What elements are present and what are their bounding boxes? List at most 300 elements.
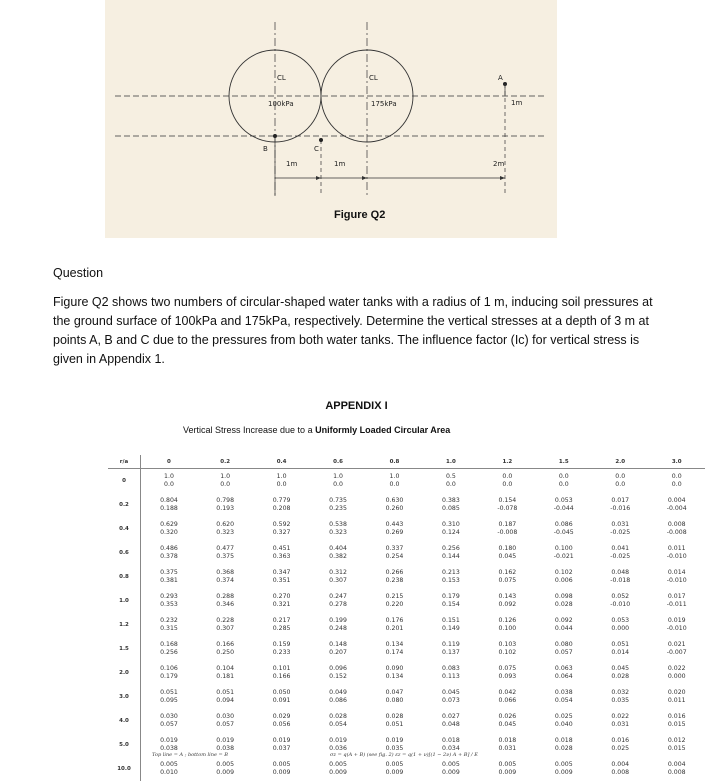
value-a: 0.096: [310, 665, 366, 673]
appendix-subtitle-prefix: Vertical Stress Increase due to a: [183, 425, 315, 435]
value-a: 0.0: [536, 473, 592, 481]
value-b: 0.374: [197, 577, 253, 585]
table-row: [108, 613, 705, 637]
table-cell: [141, 685, 197, 709]
table-cell: [479, 757, 535, 781]
table-cell: [479, 469, 535, 494]
table-cell: [310, 637, 366, 661]
value-b: 0.166: [253, 673, 309, 681]
table-cell: [592, 565, 648, 589]
table-cell: [141, 541, 197, 565]
value-b: 0.254: [366, 553, 422, 561]
value-b: -0.008: [479, 529, 535, 537]
value-a: 1.0: [197, 473, 253, 481]
value-a: 0.134: [366, 641, 422, 649]
value-a: 0.151: [423, 617, 479, 625]
point-c-label: C: [314, 145, 319, 153]
value-b: -0.011: [648, 601, 705, 609]
value-b: 0.009: [366, 769, 422, 777]
value-b: 0.307: [310, 577, 366, 585]
value-b: 0.260: [366, 505, 422, 513]
table-row: [108, 661, 705, 685]
dim-c-label: 1m: [334, 160, 345, 168]
table-cell: [536, 541, 592, 565]
value-a: 0.038: [536, 689, 592, 697]
value-b: 0.235: [310, 505, 366, 513]
value-b: 0.375: [197, 553, 253, 561]
table-cell: [479, 709, 535, 733]
value-b: 0.009: [479, 769, 535, 777]
value-b: 0.045: [479, 721, 535, 729]
table-cell: [592, 709, 648, 733]
table-header-cell: 1.5: [536, 455, 592, 469]
value-a: 0.288: [197, 593, 253, 601]
value-a: 0.052: [592, 593, 648, 601]
value-b: 0.315: [141, 625, 197, 633]
table-cell: [536, 661, 592, 685]
value-a: 0.075: [479, 665, 535, 673]
value-b: 0.201: [366, 625, 422, 633]
table-cell: [366, 517, 422, 541]
table-cell: [310, 565, 366, 589]
table-cell: [592, 493, 648, 517]
table-header-cell: 0.4: [253, 455, 309, 469]
value-b: -0.025: [592, 553, 648, 561]
table-cell: [592, 637, 648, 661]
value-b: 0.000: [648, 673, 705, 681]
value-b: 0.048: [423, 721, 479, 729]
value-a: 0.154: [479, 497, 535, 505]
value-a: 0.018: [536, 737, 592, 745]
value-a: 0.143: [479, 593, 535, 601]
value-b: 0.378: [141, 553, 197, 561]
figure-q2-panel: [105, 0, 557, 238]
value-b: 0.028: [592, 673, 648, 681]
value-a: 1.0: [366, 473, 422, 481]
dim-a-label: 2m: [493, 160, 504, 168]
table-cell: [366, 661, 422, 685]
table-cell: [197, 541, 253, 565]
table-cell: [310, 709, 366, 733]
value-a: 0.050: [253, 689, 309, 697]
row-za-cell: 10.0: [108, 757, 141, 781]
value-b: 0.207: [310, 649, 366, 657]
table-header-ra: r/a: [108, 455, 141, 469]
value-b: 0.220: [366, 601, 422, 609]
value-b: 0.009: [536, 769, 592, 777]
value-b: 0.031: [592, 721, 648, 729]
table-cell: [253, 541, 309, 565]
table-body: [108, 469, 705, 781]
value-a: 0.029: [253, 713, 309, 721]
value-b: 0.323: [197, 529, 253, 537]
value-b: 0.094: [197, 697, 253, 705]
table-cell: [536, 517, 592, 541]
table-cell: [479, 589, 535, 613]
value-b: 0.0: [310, 481, 366, 489]
value-a: 0.019: [648, 617, 705, 625]
value-a: 0.020: [648, 689, 705, 697]
table-cell: [648, 637, 705, 661]
value-b: -0.004: [648, 505, 705, 513]
value-a: 0.215: [366, 593, 422, 601]
table-cell: [479, 541, 535, 565]
value-b: 0.307: [197, 625, 253, 633]
value-a: 0.100: [536, 545, 592, 553]
row-za-cell: 1.2: [108, 613, 141, 637]
table-cell: [197, 589, 253, 613]
value-a: 0.103: [479, 641, 535, 649]
table-cell: [366, 565, 422, 589]
appendix-subtitle-bold: Uniformly Loaded Circular Area: [315, 425, 450, 435]
value-a: 0.004: [592, 761, 648, 769]
footnote-right: σz = q(A + B) (see fig. 2) εz = q(1 + ν)[(1 − 2ν) A + B] / E: [330, 752, 478, 758]
table-cell: [197, 613, 253, 637]
value-b: 0.144: [423, 553, 479, 561]
value-b: 0.0: [536, 481, 592, 489]
table-cell: [366, 493, 422, 517]
table-cell: [592, 661, 648, 685]
value-b: 0.208: [253, 505, 309, 513]
value-a: 0.053: [536, 497, 592, 505]
value-a: 0.080: [536, 641, 592, 649]
value-b: 0.0: [141, 481, 197, 489]
table-cell: [536, 493, 592, 517]
table-cell: [479, 661, 535, 685]
table-cell: [648, 469, 705, 494]
value-b: 0.381: [141, 577, 197, 585]
table-cell: [592, 685, 648, 709]
value-b: 0.073: [423, 697, 479, 705]
table-cell: [423, 541, 479, 565]
value-b: 0.174: [366, 649, 422, 657]
table-cell: [141, 661, 197, 685]
value-a: 0.019: [253, 737, 309, 745]
value-b: 0.154: [423, 601, 479, 609]
value-b: 0.091: [253, 697, 309, 705]
value-a: 0.106: [141, 665, 197, 673]
table-cell: [592, 757, 648, 781]
value-a: 0.199: [310, 617, 366, 625]
value-a: 0.0: [648, 473, 705, 481]
value-b: 0.044: [536, 625, 592, 633]
value-a: 0.383: [423, 497, 479, 505]
value-b: 0.051: [366, 721, 422, 729]
table-cell: [592, 733, 648, 757]
value-a: 0.092: [536, 617, 592, 625]
value-b: -0.021: [536, 553, 592, 561]
value-a: 0.016: [648, 713, 705, 721]
table-cell: [141, 709, 197, 733]
table-cell: [366, 541, 422, 565]
value-b: 0.269: [366, 529, 422, 537]
value-b: -0.010: [648, 625, 705, 633]
footnote-left: Top line = A ; bottom line = B: [152, 752, 228, 758]
value-a: 0.312: [310, 569, 366, 577]
value-a: 0.337: [366, 545, 422, 553]
table-cell: [648, 733, 705, 757]
row-za-cell: 0.4: [108, 517, 141, 541]
value-a: 0.104: [197, 665, 253, 673]
row-za-cell: 0.8: [108, 565, 141, 589]
value-a: 0.5: [423, 473, 479, 481]
table-cell: [423, 517, 479, 541]
value-a: 0.168: [141, 641, 197, 649]
value-b: 0.113: [423, 673, 479, 681]
table-cell: [648, 685, 705, 709]
table-cell: [423, 757, 479, 781]
value-b: 0.057: [141, 721, 197, 729]
table-cell: [310, 493, 366, 517]
cl-right-label: CL: [369, 74, 378, 82]
table-cell: [536, 613, 592, 637]
table-cell: [366, 469, 422, 494]
table-row: [108, 517, 705, 541]
table-cell: [253, 493, 309, 517]
value-b: 0.149: [423, 625, 479, 633]
value-b: 0.134: [366, 673, 422, 681]
table-cell: [141, 637, 197, 661]
table-cell: [536, 685, 592, 709]
table-cell: [592, 613, 648, 637]
row-za-cell: 4.0: [108, 709, 141, 733]
value-a: 1.0: [141, 473, 197, 481]
table-row: [108, 541, 705, 565]
table-cell: [592, 517, 648, 541]
point-b-marker: [273, 134, 277, 138]
value-b: 0.031: [479, 745, 535, 753]
value-b: 0.363: [253, 553, 309, 561]
value-a: 0.804: [141, 497, 197, 505]
table-cell: [479, 565, 535, 589]
table-cell: [648, 613, 705, 637]
value-a: 0.232: [141, 617, 197, 625]
value-a: 0.098: [536, 593, 592, 601]
value-b: 0.015: [648, 745, 705, 753]
value-b: 0.035: [592, 697, 648, 705]
value-a: 0.0: [592, 473, 648, 481]
value-b: 0.015: [648, 721, 705, 729]
table-cell: [592, 541, 648, 565]
table-cell: [536, 589, 592, 613]
value-a: 0.005: [310, 761, 366, 769]
table-cell: [310, 757, 366, 781]
value-b: -0.008: [648, 529, 705, 537]
table-header-cell: 2.0: [592, 455, 648, 469]
value-b: 0.0: [648, 481, 705, 489]
value-a: 0.630: [366, 497, 422, 505]
value-b: 0.248: [310, 625, 366, 633]
value-a: 0.213: [423, 569, 479, 577]
row-za-cell: 1.5: [108, 637, 141, 661]
value-a: 0.159: [253, 641, 309, 649]
table-cell: [253, 685, 309, 709]
value-b: 0.057: [197, 721, 253, 729]
value-b: 0.045: [479, 553, 535, 561]
value-b: 0.010: [141, 769, 197, 777]
value-a: 0.119: [423, 641, 479, 649]
value-b: 0.054: [310, 721, 366, 729]
value-b: 0.285: [253, 625, 309, 633]
table-cell: [423, 493, 479, 517]
value-a: 0.005: [253, 761, 309, 769]
value-a: 0.228: [197, 617, 253, 625]
table-cell: [479, 685, 535, 709]
value-b: 0.008: [592, 769, 648, 777]
dim-b-label: 1m: [286, 160, 297, 168]
value-b: 0.009: [310, 769, 366, 777]
table-cell: [253, 709, 309, 733]
table-cell: [592, 469, 648, 494]
value-b: 0.193: [197, 505, 253, 513]
value-b: 0.0: [197, 481, 253, 489]
value-a: 0.090: [366, 665, 422, 673]
table-cell: [253, 589, 309, 613]
value-a: 0.045: [592, 665, 648, 673]
value-b: -0.025: [592, 529, 648, 537]
table-header-cell: 1.2: [479, 455, 535, 469]
table-row: [108, 565, 705, 589]
value-a: 0.798: [197, 497, 253, 505]
table-cell: [310, 469, 366, 494]
value-b: -0.007: [648, 649, 705, 657]
value-a: 0.005: [366, 761, 422, 769]
value-b: 0.025: [592, 745, 648, 753]
value-a: 0.166: [197, 641, 253, 649]
question-heading: Question: [53, 266, 103, 280]
value-b: 0.321: [253, 601, 309, 609]
value-b: 0.034: [423, 745, 479, 753]
value-b: 0.028: [536, 745, 592, 753]
table-header-cell: 0: [141, 455, 197, 469]
value-a: 0.030: [197, 713, 253, 721]
value-b: 0.008: [648, 769, 705, 777]
value-a: 0.102: [536, 569, 592, 577]
question-body: Figure Q2 shows two numbers of circular-shaped water tanks with a radius of 1 m, inducing soil pressures at the ground surface of 100kPa and 175kPa, respectively. Determine the vertical stresses at a depth of 3 m at points A, B and C due to the pressures from both water tanks. The influence factor (Ic) for vertical stress is given in Appendix 1.: [53, 293, 653, 369]
value-a: 0.126: [479, 617, 535, 625]
value-a: 0.270: [253, 593, 309, 601]
value-a: 0.004: [648, 497, 705, 505]
value-b: 0.256: [141, 649, 197, 657]
table-cell: [197, 685, 253, 709]
value-a: 0.162: [479, 569, 535, 577]
value-a: 1.0: [253, 473, 309, 481]
table-cell: [648, 541, 705, 565]
value-a: 0.063: [536, 665, 592, 673]
value-b: 0.064: [536, 673, 592, 681]
value-b: -0.045: [536, 529, 592, 537]
value-a: 0.053: [592, 617, 648, 625]
value-a: 0.477: [197, 545, 253, 553]
value-a: 0.217: [253, 617, 309, 625]
row-za-cell: 3.0: [108, 685, 141, 709]
table-cell: [197, 565, 253, 589]
value-a: 0.375: [141, 569, 197, 577]
value-a: 0.022: [648, 665, 705, 673]
table-cell: [536, 565, 592, 589]
value-a: 0.148: [310, 641, 366, 649]
table-header-cell: 0.8: [366, 455, 422, 469]
table-cell: [253, 613, 309, 637]
table-cell: [141, 565, 197, 589]
value-a: 0.005: [423, 761, 479, 769]
table-cell: [592, 589, 648, 613]
value-b: -0.018: [592, 577, 648, 585]
value-a: 0.030: [141, 713, 197, 721]
value-a: 0.486: [141, 545, 197, 553]
table-cell: [423, 709, 479, 733]
value-a: 0.347: [253, 569, 309, 577]
value-a: 0.032: [592, 689, 648, 697]
value-a: 0.266: [366, 569, 422, 577]
row-za-cell: 0: [108, 469, 141, 494]
table-cell: [479, 733, 535, 757]
table-cell: [648, 493, 705, 517]
value-a: 0.022: [592, 713, 648, 721]
value-b: 0.346: [197, 601, 253, 609]
table-cell: [366, 589, 422, 613]
row-za-cell: 2.0: [108, 661, 141, 685]
row-za-cell: 0.2: [108, 493, 141, 517]
table-cell: [648, 565, 705, 589]
table-cell: [197, 469, 253, 494]
value-b: 0.037: [253, 745, 309, 753]
figure-title: Figure Q2: [334, 209, 385, 221]
table-cell: [423, 589, 479, 613]
table-row: [108, 709, 705, 733]
table-cell: [197, 661, 253, 685]
value-a: 0.019: [141, 737, 197, 745]
value-a: 0.045: [423, 689, 479, 697]
row-za-cell: 5.0: [108, 733, 141, 757]
value-b: 0.080: [366, 697, 422, 705]
table-cell: [253, 637, 309, 661]
value-a: 0.005: [536, 761, 592, 769]
value-a: 0.018: [423, 737, 479, 745]
value-b: 0.137: [423, 649, 479, 657]
value-a: 0.620: [197, 521, 253, 529]
value-a: 0.083: [423, 665, 479, 673]
value-a: 0.592: [253, 521, 309, 529]
value-b: 0.188: [141, 505, 197, 513]
value-b: 0.124: [423, 529, 479, 537]
value-a: 0.018: [479, 737, 535, 745]
value-b: -0.010: [648, 577, 705, 585]
value-b: 0.353: [141, 601, 197, 609]
value-a: 0.005: [141, 761, 197, 769]
value-b: 0.0: [592, 481, 648, 489]
value-b: 0.011: [648, 697, 705, 705]
table-cell: [423, 469, 479, 494]
value-b: 0.351: [253, 577, 309, 585]
value-a: 0.027: [423, 713, 479, 721]
value-b: 0.153: [423, 577, 479, 585]
table-cell: [141, 757, 197, 781]
table-row: [108, 757, 705, 781]
value-a: 0.779: [253, 497, 309, 505]
value-b: 0.038: [197, 745, 253, 753]
table-header-cell: 3.0: [648, 455, 705, 469]
value-b: 0.035: [366, 745, 422, 753]
value-a: 0.629: [141, 521, 197, 529]
value-a: 0.368: [197, 569, 253, 577]
value-b: 0.0: [253, 481, 309, 489]
value-a: 0.042: [479, 689, 535, 697]
value-b: 0.014: [592, 649, 648, 657]
table-cell: [648, 709, 705, 733]
point-c-marker: [319, 138, 323, 142]
table-cell: [310, 661, 366, 685]
